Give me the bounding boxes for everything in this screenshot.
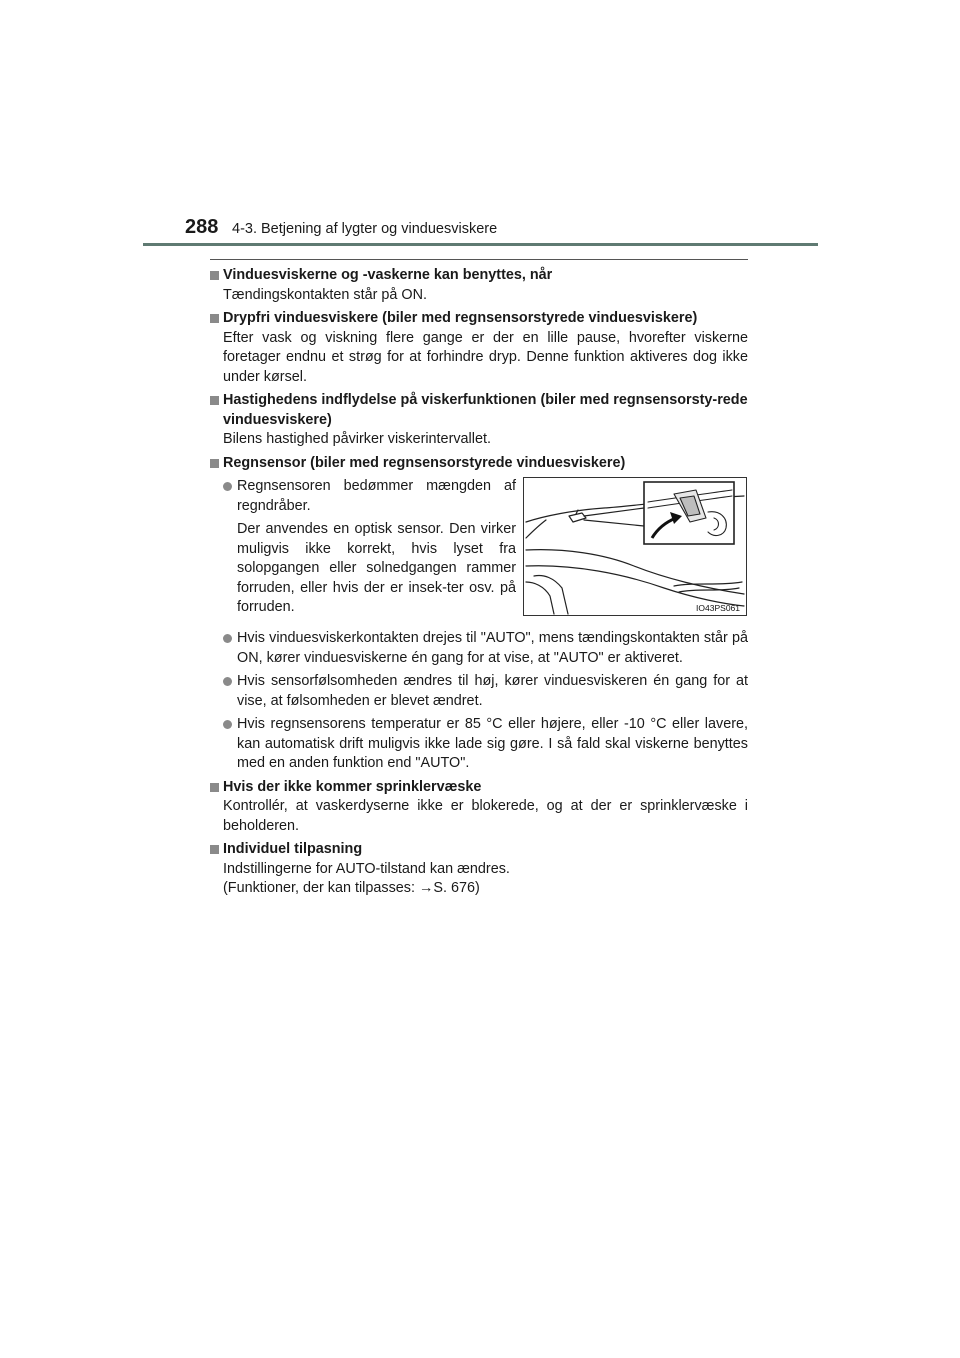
rain-sensor-text (223, 477, 516, 618)
section-body: Indstillingerne for AUTO-tilstand kan ændres. (223, 860, 510, 877)
section-heading: Vinduesviskerne og -vaskerne kan benyttes, når (210, 266, 748, 286)
square-bullet-icon (210, 459, 219, 468)
section-heading: Regnsensor (biler med regnsensorstyrede vinduesviskere) (210, 454, 748, 474)
round-bullet-icon (223, 720, 232, 729)
section-heading: Drypfri vinduesviskere (biler med regnsensorstyrede vinduesviskere) (210, 309, 748, 329)
square-bullet-icon (210, 314, 219, 323)
section-heading: Hvis der ikke kommer sprinklervæske (210, 778, 748, 798)
square-bullet-icon (210, 396, 219, 405)
section-body: Bilens hastighed påvirker viskerintervallet. (223, 431, 491, 447)
page-number: 288 (185, 216, 219, 238)
chapter-title: 4-3. Betjening af lygter og vinduesviskere (232, 221, 498, 237)
square-bullet-icon (210, 845, 219, 854)
car-windshield-sensor-illustration (524, 478, 746, 615)
section-body-reference: (Funktioner, der kan tilpasses: →S. 676) (223, 880, 480, 896)
round-bullet-icon (223, 677, 232, 686)
content-rule (210, 259, 748, 260)
list-item: Hvis regnsensorens temperatur er 85 °C eller højere, eller -10 °C eller lavere, kan automatisk drift muligvis ikke lade sig gøre. I så fald skal viskerne benyttes med en anden funktion end "AUTO". (223, 715, 748, 774)
rain-sensor-notes (210, 629, 748, 774)
list-item-detail: Der anvendes en optisk sensor. Den virker muligvis ikke korrekt, hvis lyset fra solopgangen eller solnedgangen rammer forruden, eller hvis der er insek-ter osv. på forruden. (237, 521, 516, 615)
section-body: Tændingskontakten står på ON. (223, 286, 427, 303)
list-item: Regnsensoren bedømmer mængden af regndråber. (223, 477, 516, 516)
section-heading: Individuel tilpasning (210, 840, 748, 860)
square-bullet-icon (210, 271, 219, 280)
round-bullet-icon (223, 482, 232, 491)
header-rule (143, 243, 818, 246)
list-item: Hvis vinduesviskerkontakten drejes til "AUTO", mens tændingskontakten står på ON, kører vinduesviskerne én gang for at vise, at "AUTO" er aktiveret. (223, 629, 748, 668)
figure-code: IO43PS061 (696, 603, 740, 613)
page-content (210, 266, 748, 899)
section-body: Kontrollér, at vaskerdyserne ikke er blokerede, og at der er sprinklervæske i beholderen. (223, 798, 748, 834)
section-heading: Hastighedens indflydelse på viskerfunktionen (biler med regnsensorsty-rede vinduesviskere) (210, 391, 748, 430)
rain-sensor-illustration (523, 477, 747, 616)
section-body: Efter vask og viskning flere gange er der en lille pause, hvorefter viskerne foretager endnu et strøg for at forhindre dryp. Denne funktion aktiveres dog ikke under kørsel. (223, 329, 748, 385)
square-bullet-icon (210, 783, 219, 792)
rain-sensor-block (210, 477, 748, 625)
round-bullet-icon (223, 634, 232, 643)
list-item: Hvis sensorfølsomheden ændres til høj, kører vinduesviskeren én gang for at vise, at følsomheden er blevet ændret. (223, 672, 748, 711)
